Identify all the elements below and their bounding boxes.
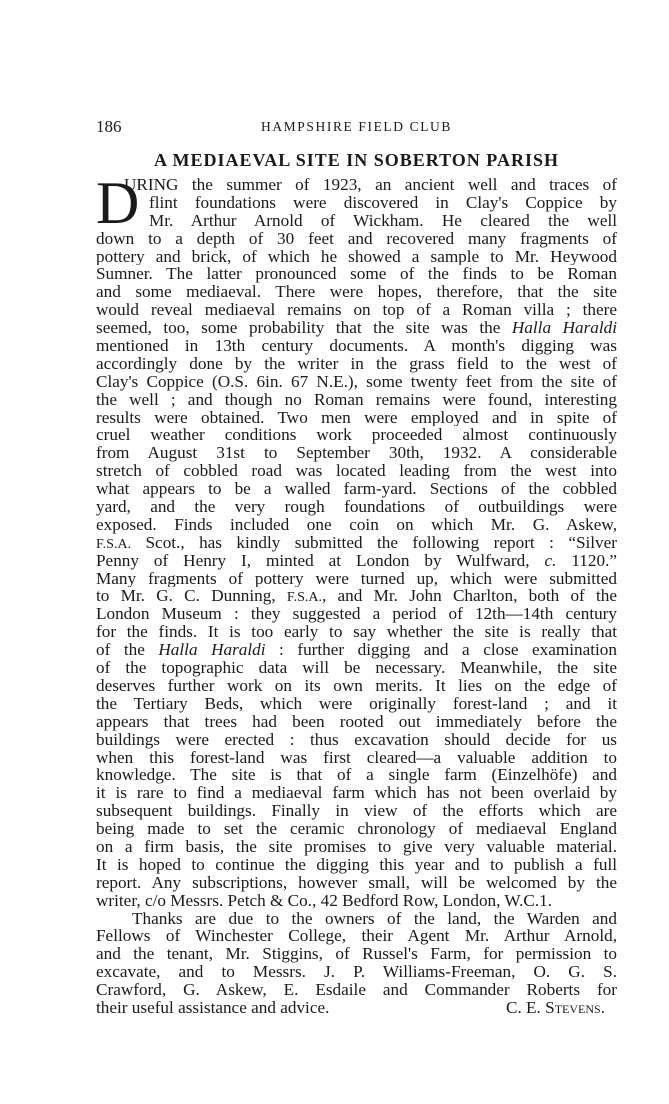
text-line: stretch of cobbled road was located leading from the west into — [96, 462, 617, 481]
text-line: Penny of Henry I, minted at London by Wulfward, c. 1120.” — [96, 551, 617, 570]
text-line: pottery and brick, of which he showed a sample to Mr. Heywood — [96, 247, 617, 266]
text-line: being made to set the ceramic chronology of mediaeval England — [96, 820, 617, 838]
text-line: appears that trees had been rooted out immediately before the — [96, 712, 617, 731]
text-line: knowledge. The site is that of a single farm (Einzelhöfe) and — [96, 766, 617, 785]
page-number: 186 — [96, 117, 122, 136]
text-line: from August 31st to September 30th, 1932. A considerable — [96, 444, 617, 463]
running-head: HAMPSHIRE FIELD CLUB — [260, 119, 452, 134]
page-header — [96, 117, 617, 137]
text-line: cruel weather conditions work proceeded almost continuously — [96, 426, 617, 445]
text-line: seemed, too, some probability that the site was the Halla Haraldi — [96, 319, 617, 338]
article-body — [96, 170, 617, 1017]
text-line: Many fragments of pottery were turned up, which were submitted — [96, 569, 617, 588]
text-line: Sumner. The latter pronounced some of the finds to be Roman — [96, 265, 617, 284]
text-line: subsequent buildings. Finally in view of the efforts which are — [96, 802, 617, 821]
text-line: Thanks are due to the owners of the land, the Warden and — [132, 909, 617, 928]
text-line: their useful assistance and advice. — [96, 997, 330, 1017]
text-line: exposed. Finds included one coin on which Mr. G. Askew, — [96, 515, 617, 534]
text-line: of the Halla Haraldi : further digging and a close examination — [96, 641, 617, 660]
text-line: flint foundations were discovered in Clay's Coppice by — [149, 193, 617, 212]
author-signature: C. E. Stevens. — [505, 997, 605, 1017]
text-line: the well ; and though no Roman remains were found, interesting — [96, 390, 617, 409]
text-line: buildings were erected : thus excavation should decide for us — [96, 730, 617, 749]
text-line: of the topographic data will be necessary. Meanwhile, the site — [96, 659, 617, 677]
text-line: would reveal mediaeval remains on top of a Roman villa ; there — [96, 301, 617, 320]
text-line: writer, c/o Messrs. Petch & Co., 42 Bedford Row, London, W.C.1. — [96, 891, 553, 910]
text-line: down to a depth of 30 feet and recovered many fragments of — [96, 229, 617, 248]
text-line: report. Any subscriptions, however small, will be welcomed by the — [96, 873, 617, 892]
circa: c. — [544, 551, 557, 570]
text-line: excavate, and to Messrs. J. P. Williams-Freeman, O. G. S. — [96, 963, 617, 982]
text-line: mentioned in 13th century documents. A month's digging was — [96, 337, 617, 355]
fsa-abbrev: F.S.A. — [286, 590, 322, 606]
text-line: deserves further work on its own merits. It lies on the edge of — [96, 676, 617, 695]
drop-cap: D — [96, 170, 140, 236]
text-line: to Mr. G. C. Dunning, F.S.A., and Mr. John Charlton, both of the — [96, 587, 617, 606]
italic-term: Halla Haraldi — [158, 641, 266, 660]
text-line: Clay's Coppice (O.S. 6in. 67 N.E.), some twenty feet from the site of — [96, 372, 617, 391]
text-line: Crawford, G. Askew, E. Esdaile and Commander Roberts for — [96, 981, 617, 999]
text-line: the Tertiary Beds, which were originally forest-land ; and it — [96, 694, 617, 713]
text-line: London Museum : they suggested a period of 12th—14th century — [96, 605, 617, 624]
text-line: for the finds. It is too early to say whether the site is really that — [96, 623, 617, 642]
text-line: and the tenant, Mr. Stiggins, of Russel's Farm, for permission to — [96, 945, 617, 964]
text-line: on a firm basis, the site promises to give very valuable material. — [96, 837, 617, 856]
text-line: F.S.A. Scot., has kindly submitted the following report : “Silver — [96, 533, 617, 552]
italic-term: Halla Haraldi — [511, 319, 617, 338]
text-line: URING the summer of 1923, an ancient well and traces of — [124, 176, 617, 194]
text-line: accordingly done by the writer in the grass field to the west of — [96, 354, 617, 373]
fsa-abbrev: F.S.A. — [96, 536, 132, 552]
text-line: yard, and the very rough foundations of outbuildings were — [96, 498, 617, 516]
text-line: and some mediaeval. There were hopes, therefore, that the site — [96, 283, 617, 302]
text-line: Fellows of Winchester College, their Agent Mr. Arthur Arnold, — [96, 927, 617, 946]
text-line: Mr. Arthur Arnold of Wickham. He cleared the well — [149, 211, 617, 230]
text-line: it is rare to find a mediaeval farm which has not been overlaid by — [96, 784, 617, 803]
article-title: A MEDIAEVAL SITE IN SOBERTON PARISH — [154, 150, 559, 170]
text-line: what appears to be a walled farm-yard. Sections of the cobbled — [96, 480, 617, 499]
closing-line — [96, 999, 617, 1017]
text-line: when this forest-land was first cleared—a valuable addition to — [96, 748, 617, 767]
text-line: results were obtained. Two men were employed and in spite of — [96, 408, 617, 427]
text-line: It is hoped to continue the digging this year and to publish a full — [96, 855, 617, 874]
